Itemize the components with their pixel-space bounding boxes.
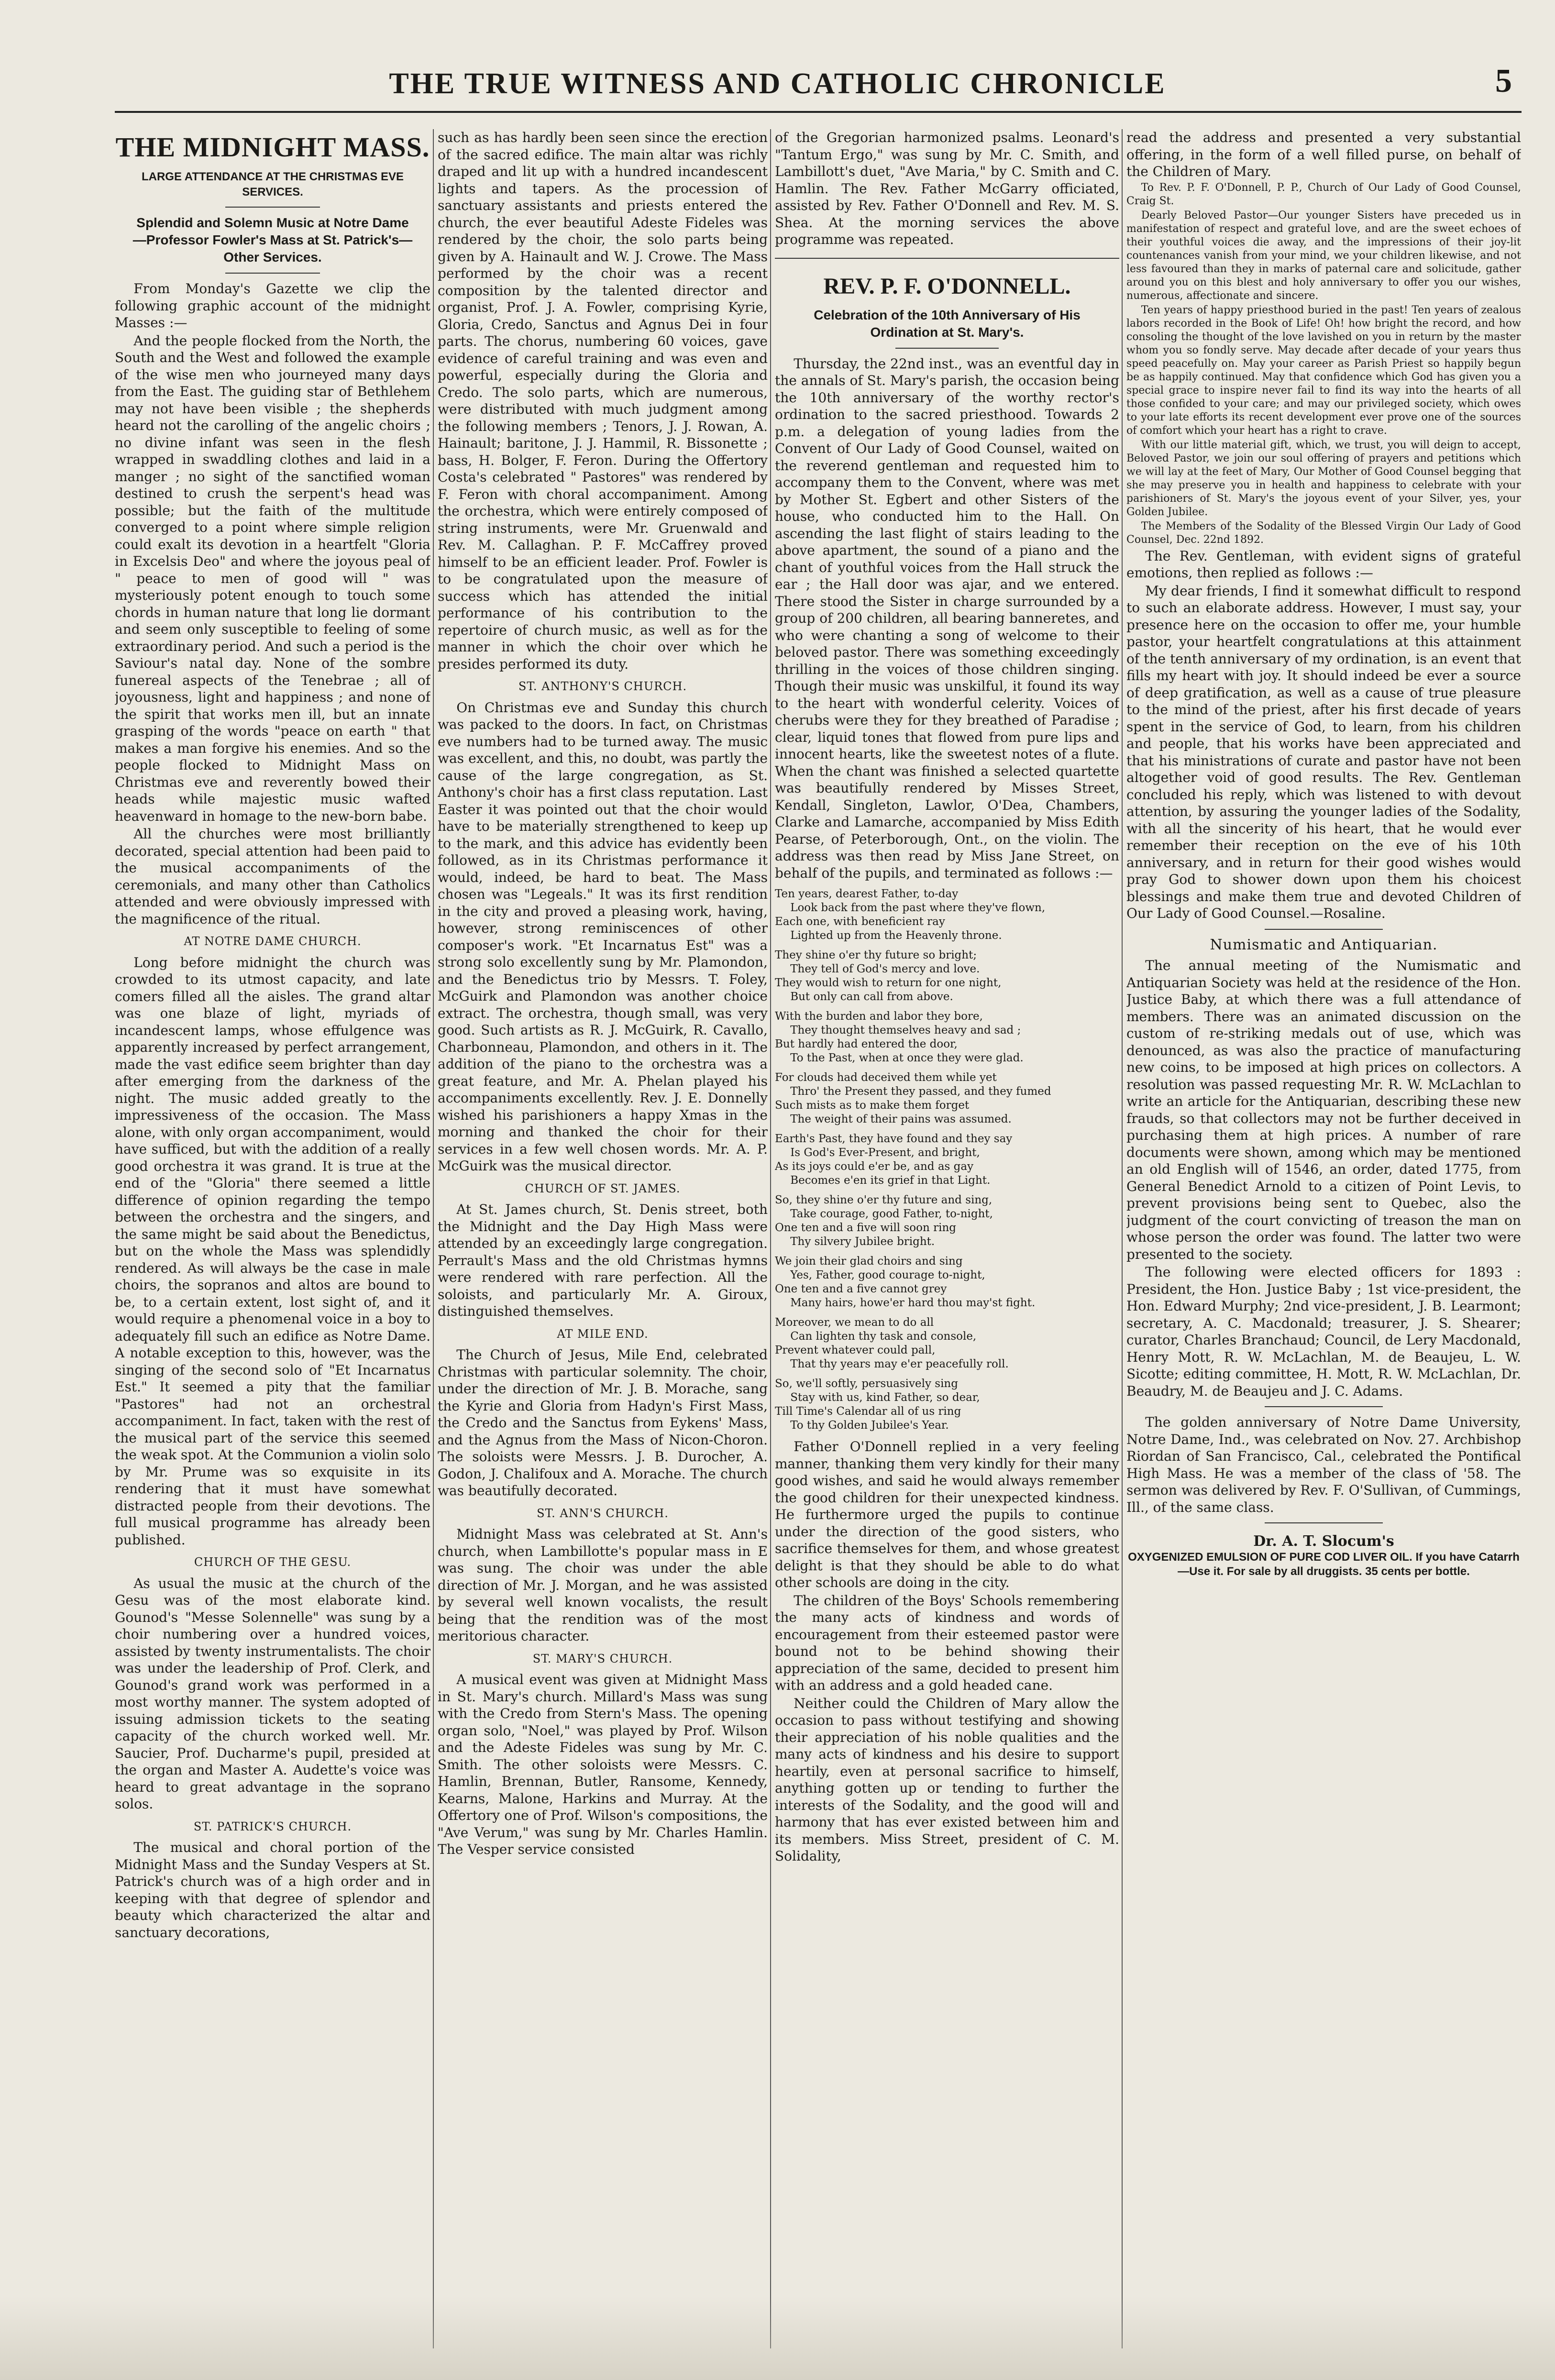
poem-line: They tell of God's mercy and love. xyxy=(790,963,980,975)
address-poem xyxy=(775,887,1119,1432)
poem-line: As its joys could e'er be, and as gay xyxy=(775,1160,974,1173)
paragraph: The Church of Jesus, Mile End, celebrated Christmas with particular solemnity. The choir, under the direction of Mr. J. B. Morache, sang the Kyrie and Gloria from Hadyn's First Mass, the Credo and the Sanctus from Eykens' Mass, and the Agnus from the Mass of Nicon-Choron. The soloists were Messrs. J. B. Durocher, A. Godon, J. Chalifoux and A. Morache. The church was beautifully decorated. xyxy=(438,1347,768,1499)
paragraph: The annual meeting of the Numismatic and Antiquarian Society was held at the residence of the Hon. Justice Baby, at which there was a full attendance of members. There was an animated discussion on the custom of re-striking medals out of use, which was denounced, as was also the practice of manufacturing new coins, to be imposed at high prices on collectors. A resolution was passed requesting Mr. R. W. McLachlan to write an article for the Antiquarian, describing these new frauds, so that collectors may not be further deceived in purchasing them at high prices. A number of rare documents were shown, among which may be mentioned an old English will of 1546, an order, dated 1775, from General Benedict Arnold to a citizen of Point Levis, to prevent provisions being sent to Quebec, also the judgment of the court convicting of treason the man on whose person the order was found. The latter two were presented to the society. xyxy=(1126,958,1521,1262)
poem-line: Till Time's Calendar all of us ring xyxy=(775,1405,961,1418)
poem-stanza xyxy=(775,1377,1119,1432)
paragraph: A musical event was given at Midnight Mass in St. Mary's church. Millard's Mass was sung with the Credo from Stern's Mass. The opening organ solo, "Noel," was played by Prof. Wilson and the Adeste Fideles was sung by Mr. C. Smith. The other soloists were Messrs. C. Hamlin, Brennan, Butler, Ransome, Kennedy, Kearns, Malone, Harkins and Murray. At the Offertory one of Prof. Wilson's compositions, the "Ave Verum," was sung by Mr. Charles Hamlin. The Vesper service consisted xyxy=(438,1672,768,1857)
address-text: Ten years of happy priesthood buried in the past! Ten years of zealous labors recorded in the Book of Life! Oh! how bright the record, and how consoling the thought of the love lavished on you in return by the master whom you so fondly serve. May decade after decade of your years thus speed peacefully on. May your career as Parish Priest so happily begun be as happily continued. May that confidence which God has given you a special grace to inspire never fail to find its way into the hearts of all those confided to your care; and may our privileged society, which owes to your late efforts its recent development ever prove one of the sources of comfort which your heart has a right to crave. xyxy=(1126,304,1521,437)
address-signature: The Members of the Sodality of the Blessed Virgin Our Lady of Good Counsel, Dec. 22nd 1892. xyxy=(1126,520,1521,546)
masthead xyxy=(0,0,1555,115)
poem-line: Earth's Past, they have found and they say xyxy=(775,1133,1013,1145)
address-recipient: To Rev. P. F. O'Donnell, P. P., Church of Our Lady of Good Counsel, Craig St. xyxy=(1126,181,1521,207)
poem-line: Look back from the past where they've flown, xyxy=(790,902,1046,914)
poem-line: So, we'll softly, persuasively sing xyxy=(775,1377,958,1390)
poem-line: Becomes e'en its grief in that Light. xyxy=(790,1174,991,1187)
headline-odonnell: REV. P. F. O'DONNELL. xyxy=(823,273,1071,299)
paragraph: The musical and choral portion of the Midnight Mass and the Sunday Vespers at St. Patrick's church was of a high order and in keeping with that degree of splendor and beauty which characterized the altar and sanctuary decorations, xyxy=(115,1840,430,1940)
poem-line: That thy years may e'er peacefully roll. xyxy=(790,1358,1009,1370)
poem-line: But hardly had entered the door, xyxy=(775,1038,958,1050)
divider xyxy=(895,348,999,349)
paragraph: And the people flocked from the North, the South and the West and followed the example of the wise men who journeyed many days from the East. The guiding star of Bethlehem may not have been visible ; the shepherds heard not the carolling of the angelic choirs ; no divine infant was seen in the flesh wrapped in swaddling clothes and laid in a manger ; no sight of the sanctified woman destined to crush the serpent's head was possible; but the faith of the multitude converged to a point where simple religion could exalt its devotion in a heartfelt "Gloria in Excelsis Deo" and where the joyous peal of " peace to men of good will " was mysteriously potent enough to touch some chords in human nature that long lie dormant and seem only susceptible to feeling of some extraordinary period. And such a period is the Saviour's natal day. None of the sombre funereal aspects of the Tenebrae ; all of joyousness, light and happiness ; and none of the spirit that works men ill, but an innate grasping of the words "peace on earth " that makes a man forgive his enemies. And so the people flocked to Midnight Mass on Christmas eve and reverently bowed their heads while majestic music wafted heavenward in homage to the new-born babe. xyxy=(115,332,430,824)
paragraph: Father O'Donnell replied in a very feeling manner, thanking them very kindly for their many good wishes, and said he would always remember the good children for their unexpected kindness. He furthermore urged the pupils to continue under the direction of the good sisters, who sacrifice themselves for them, and whose greatest delight is that they should be able to do what other schools are doing in the city. xyxy=(775,1439,1119,1590)
advertisement-title: Dr. A. T. Slocum's xyxy=(1253,1533,1394,1550)
paragraph: Midnight Mass was celebrated at St. Ann's church, when Lambillotte's popular mass in E was sung. The choir was under the able direction of Mr. J. Morgan, and he was assisted by several well known vocalists, the result being that the rendition was of the most meritorious character. xyxy=(438,1526,768,1644)
poem-line: Lighted up from the Heavenly throne. xyxy=(790,929,1002,942)
paragraph: read the address and presented a very substantial offering, in the form of a well filled purse, on behalf of the Children of Mary. xyxy=(1126,130,1521,179)
poem-line: We join their glad choirs and sing xyxy=(775,1255,963,1267)
poem-line: One ten and a five cannot grey xyxy=(775,1283,947,1295)
paragraph: All the churches were most brilliantly decorated, special attention had been paid to the musical accompaniments of the ceremonials, and many other than Catholics attended and were obviously impressed with the magnificence of the ritual. xyxy=(115,826,430,927)
poem-line: Prevent whatever could pall, xyxy=(775,1344,936,1356)
masthead-rule xyxy=(115,111,1522,113)
poem-line: They would wish to return for one night, xyxy=(775,977,1002,989)
paragraph: The golden anniversary of Notre Dame University, Notre Dame, Ind., was celebrated on Nov. 27. Archbishop Riordan of San Francisco, Cal., celebrated the Pontifical High Mass. He was a member of the class of '58. The sermon was delivered by Rev. F. O'Sullivan, of Cummings, Ill., of the same class. xyxy=(1126,1414,1521,1515)
divider xyxy=(1265,929,1383,930)
subhead-notre-dame: AT NOTRE DAME CHURCH. xyxy=(184,935,362,948)
subhead-numismatic: Numismatic and Antiquarian. xyxy=(1210,936,1438,953)
subhead-st-marys: ST. MARY'S CHURCH. xyxy=(532,1652,673,1665)
divider xyxy=(775,258,1119,259)
page-number: 5 xyxy=(1495,63,1512,99)
divider xyxy=(1265,1406,1383,1407)
column-rule xyxy=(770,129,771,2348)
poem-line: The weight of their pains was assumed. xyxy=(790,1113,1012,1125)
paragraph: My dear friends, I find it somewhat difficult to respond to such an elaborate address. However, I must say, your presence here on the occasion to offer me, your humble pastor, your heartfelt congratulations at this attainment of the tenth anniversary of my ordination, is an event that fills my heart with joy. It should indeed be ever a source of deep gratification, as well as a cause of true pleasure to the mind of the priest, after his first decade of years spent in the service of God, to learn, from his children and people, that his works have been appreciated and that his ministrations of curate and pastor have not been altogether void of good results. The Rev. Gentleman concluded his reply, which was listened to with devout attention, by assuring the younger ladies of the Sodality, with all the sincerity of his heart, that he would ever remember their reception on the eve of his 10th anniversary, and in return for their good wishes would pray God to shower down upon them his choicest blessings and make them true and devoted Children of Our Lady of Good Counsel.—Rosaline. xyxy=(1126,583,1521,921)
poem-stanza xyxy=(775,948,1119,1004)
subhead-st-patricks: ST. PATRICK'S CHURCH. xyxy=(193,1819,352,1833)
poem-line: They shine o'er thy future so bright; xyxy=(775,949,977,961)
poem-line: Each one, with beneficient ray xyxy=(775,915,945,928)
poem-line: Such mists as to make them forget xyxy=(775,1099,970,1112)
poem-line: Stay with us, kind Father, so dear, xyxy=(790,1391,980,1404)
address-text: Dearly Beloved Pastor—Our younger Sisters have preceded us in manifestation of respect and grateful love, and are the sweet echoes of their youthful voices die away, and the impressions of their joy-lit countenances vanish from your mind, we your children likewise, and not less favoured than they in marks of paternal care and solicitude, gather around you on this blest and holy anniversary to offer you our wishes, numerous, affectionate and sincere. xyxy=(1126,209,1521,302)
poem-line: Yes, Father, good courage to-night, xyxy=(790,1269,985,1281)
poem-stanza xyxy=(775,1071,1119,1126)
paragraph: As usual the music at the church of the Gesu was of the most elaborate kind. Gounod's "Messe Solennelle" was sung by a choir numbering over a hundred voices, assisted by twenty instrumentalists. The choir was under the leadership of Prof. Clerk, and Gounod's grand work was performed in a most worthy manner. The system adopted of issuing admission tickets to the seating capacity of the church worked well. Mr. Saucier, Prof. Ducharme's pupil, presided at the organ and Master A. Audette's voice was heard to great advantage in the soprano solos. xyxy=(115,1575,430,1812)
poem-line: But only can call from above. xyxy=(790,991,953,1003)
poem-line: Many hairs, howe'er hard thou may'st fight. xyxy=(790,1297,1036,1309)
column-3 xyxy=(775,129,1119,2339)
subhead-mile-end: AT MILE END. xyxy=(557,1327,649,1341)
advertisement-body: OXYGENIZED EMULSION OF PURE COD LIVER OIL. If you have Catarrh—Use it. For sale by all druggists. 35 cents per bottle. xyxy=(1128,1550,1520,1578)
subhead-st-james: CHURCH OF ST. JAMES. xyxy=(525,1181,681,1195)
paragraph: of the Gregorian harmonized psalms. Leonard's "Tantum Ergo," was sung by Mr. C. Smith, and Lambillott's duet, "Ave Maria," by C. Smith and C. Hamlin. The Rev. Father McGarry officiated, assisted by Rev. Father O'Donnell and Rev. M. S. Shea. At the morning services the above programme was repeated. xyxy=(775,130,1119,247)
poem-stanza xyxy=(775,887,1119,943)
poem-line: To the Past, when at once they were glad. xyxy=(790,1052,1024,1064)
paragraph: Long before midnight the church was crowded to its utmost capacity, and late comers filled all the aisles. The grand altar was one blaze of light, myriads of incandescent lamps, whose effulgence was apparently increased by perfect arrangement, made the vast edifice seem brighter than day after emerging from the darkness of the night. The music added greatly to the impressiveness of the occasion. The Mass alone, with only organ accompaniment, would have sufficed, but with the addition of a really good orchestra it was grand. It is true at the end of the "Gloria" there seemed a little difference of opinion regarding the tempo between the orchestra and the singers, and the same might be said about the Benedictus, but on the whole the Mass was splendidly rendered. As will always be the case in male choirs, the sopranos and altos are bound to be, to a certain extent, lost sight of, and it would require a phenomenal voice in a boy to adequately fill such an edifice as Notre Dame. A notable exception to this, however, was the singing of the second solo of "Et Incarnatus Est." It seemed a pity that the familiar "Pastores" had not an orchestral accompaniment. In fact, taken with the rest of the musical part of the service this seemed the weak spot. At the Communion a violin solo by Mr. Prume was so exquisite in its rendering that it must have somewhat distracted people from their devotions. The full musical programme has already been published. xyxy=(115,954,430,1548)
paragraph: Neither could the Children of Mary allow the occasion to pass without testifying and showing their appreciation of his noble qualities and the many acts of kindness and his desire to support heartily, even at personal sacrifice to himself, anything gotten up or tending to further the interests of the Sodality, and the good will and harmony that has ever existed between him and its members. Miss Street, president of C. M. Solidality, xyxy=(775,1695,1119,1864)
poem-stanza xyxy=(775,1010,1119,1065)
deck-splendid-music: Splendid and Solemn Music at Notre Dame —Professor Fowler's Mass at St. Patrick's—Other Services. xyxy=(132,215,413,264)
subhead-st-anthonys: ST. ANTHONY'S CHURCH. xyxy=(518,680,687,693)
subhead-st-anns: ST. ANN'S CHURCH. xyxy=(537,1506,669,1520)
masthead-title: THE TRUE WITNESS AND CATHOLIC CHRONICLE xyxy=(389,67,1166,100)
paragraph: On Christmas eve and Sunday this church was packed to the doors. In fact, on Christmas eve numbers had to be turned away. The music was excellent, and this, no doubt, was partly the cause of the large congregation, as St. Anthony's choir has a first class reputation. Last Easter it was pointed out that the choir would have to be materially strengthened to keep up to the mark, and this advice has evidently been followed, as in its Christmas performance it would, indeed, be hard to beat. The Mass chosen was "Legeals." It was its first rendition in the city and proved a pleasing work, having, however, strong reminiscences of other composer's work. "Et Incarnatus Est" was a strong solo excellently sung by Mr. Plamondon, and the Benedictus trio by Messrs. T. Foley, McGuirk and Plamondon was another choice extract. The orchestra, though small, was very good. Such artists as R. J. McGuirk, R. Cavallo, Charbonneau, Plamondon, and others in it. The addition of the piano to the orchestra was a great feature, and Mr. A. Phelan played his accompaniments excellently. Rev. J. E. Donnelly wished his parishioners a happy Xmas in the morning and thanked the choir for their services in a few well chosen words. Mr. A. P. McGuirk was the musical director. xyxy=(438,699,768,1174)
paragraph: The Rev. Gentleman, with evident signs of grateful emotions, then replied as follows :— xyxy=(1126,548,1521,581)
paragraph: Thursday, the 22nd inst., was an eventful day in the annals of St. Mary's parish, the occasion being the 10th anniversary of the worthy rector's ordination to the sacred priesthood. Towards 2 p.m. a delegation of young ladies from the Convent of Our Lady of Good Counsel, waited on the reverend gentleman and requested him to accompany them to the Convent, where was met by Mother St. Egbert and other Sisters of the house, who conducted him to the Hall. On ascending the last flight of stairs leading to the above apartment, the sound of a piano and the chant of youthful voices from the Hall struck the ear ; the Hall door was ajar, and we entered. There stood the Sister in charge surrounded by a group of 200 children, all bearing banneretes, and who were chanting a song of welcome to their beloved pastor. There was something exceedingly thrilling in the voices of those children singing. Though their music was unskilful, it found its way to the heart with wonderful celerity. Voices of cherubs were they for they breathed of Paradise ; clear, liquid tones that flowed from pure lips and innocent hearts, like the sweetest notes of a flute. When the chant was finished a selected quartette was beautifully rendered by Misses Street, Kendall, Singleton, Lawlor, O'Dea, Chambers, Clarke and Lamarche, accompanied by Miss Edith Pearse, of Peterborough, Ont., on the violin. The address was then read by Miss Jane Street, on behalf of the pupils, and terminated as follows :— xyxy=(775,355,1119,881)
deck-large-attendance: LARGE ATTENDANCE AT THE CHRISTMAS EVE SERVICES. xyxy=(141,170,404,198)
paragraph: From Monday's Gazette we clip the following graphic account of the midnight Masses :— xyxy=(115,281,430,331)
poem-line: Is God's Ever-Present, and bright, xyxy=(790,1146,980,1159)
deck-anniversary: Celebration of the 10th Anniversary of His Ordination at St. Mary's. xyxy=(814,307,1081,340)
poem-line: Can lighten thy task and console, xyxy=(790,1330,977,1343)
divider xyxy=(225,273,320,274)
paragraph: The children of the Boys' Schools remembering the many acts of kindness and words of encouragement from their esteemed pastor were bound not to be behind showing their appreciation of the same, decided to present him with an address and a gold headed cane. xyxy=(775,1592,1119,1693)
column-rule xyxy=(1122,129,1123,2348)
poem-stanza xyxy=(775,1132,1119,1188)
poem-line: Thro' the Present they passed, and they fumed xyxy=(790,1085,1051,1098)
poem-line: They thought themselves heavy and sad ; xyxy=(790,1024,1021,1036)
poem-line: One ten and a five will soon ring xyxy=(775,1222,956,1234)
poem-line: To thy Golden Jubilee's Year. xyxy=(790,1419,949,1432)
divider xyxy=(1265,1522,1383,1523)
headline-midnight-mass: THE MIDNIGHT MASS. xyxy=(115,132,430,163)
column-4 xyxy=(1126,129,1521,2339)
paragraph: such as has hardly been seen since the erection of the sacred edifice. The main altar was richly draped and lit up with a hundred incandescent lights and tapers. As the procession of sanctuary assistants and priests entered the church, the ever beautiful Adeste Fideles was rendered by the choir, the solo parts being given by A. Hainault and W. J. Crowe. The Mass performed by the choir was a recent composition by the talented director and organist, Prof. J. A. Fowler, comprising Kyrie, Gloria, Credo, Sanctus and Agnus Dei in four parts. The chorus, numbering 60 voices, gave evidence of careful training and was even and powerful, especially during the Gloria and Credo. The solo parts, which are numerous, were distributed with much judgment among the following members ; Tenors, J. J. Rowan, A. Hainault; baritone, J. J. Hammil, R. Bissonette ; bass, H. Bolger, F. Feron. During the Offertory Costa's celebrated " Pastores" was rendered by F. Feron with choral accompaniment. Among the orchestra, which were entirely composed of string instruments, were Mr. Gruenwald and Rev. M. Callaghan. P. F. McCaffrey proved himself to be an efficient leader. Prof. Fowler is to be congratulated upon the measure of success which has attended the initial performance of his contribution to the repertoire of church music, as well as for the manner in which the choir over which he presides performed its duty. xyxy=(438,130,768,672)
paper-edge-stain xyxy=(0,2296,1555,2380)
divider xyxy=(225,207,320,208)
subhead-gesu: CHURCH OF THE GESU. xyxy=(194,1555,352,1569)
poem-line: For clouds had deceived them while yet xyxy=(775,1071,997,1084)
poem-line: Ten years, dearest Father, to-day xyxy=(775,888,959,900)
column-1 xyxy=(115,129,430,2339)
poem-line: Thy silvery Jubilee bright. xyxy=(790,1235,935,1248)
paragraph: The following were elected officers for 1893 : President, the Hon. Justice Baby ; 1st vice-president, the Hon. Edward Murphy; 2nd vice-president, J. B. Learmont; secretary, A. C. Macdonald; treasurer, J. S. Shearer; curator, Charles Branchaud; Council, de Lery Macdonald, Henry Mott, R. W. McLachlan, M. de Beaujeu, L. W. Sicotte; editing committee, H. Mott, R. W. McLachlan, Dr. Beaudry, M. de Beaujeu and J. C. Adams. xyxy=(1126,1264,1521,1399)
paragraph: At St. James church, St. Denis street, both the Midnight and the Day High Mass were attended by an exceedingly large congregation. Perrault's Mass and the old Christmas hymns were rendered with rare perfection. All the soloists, and particularly Mr. A. Giroux, distinguished themselves. xyxy=(438,1201,768,1319)
poem-line: Moreover, we mean to do all xyxy=(775,1316,934,1329)
poem-stanza xyxy=(775,1255,1119,1310)
poem-line: So, they shine o'er thy future and sing, xyxy=(775,1194,993,1206)
address-text: With our little material gift, which, we trust, you will deign to accept, Beloved Pastor, we join our soul offering of prayers and petitions which we will lay at the feet of Mary, Our Mother of Good Counsel begging that she may preserve you in health and happiness to celebrate with your parishioners of St. Mary's the joyous event of your Silver, yes, your Golden Jubilee. xyxy=(1126,439,1521,518)
poem-line: With the burden and labor they bore, xyxy=(775,1010,983,1023)
poem-line: Take courage, good Father, to-night, xyxy=(790,1208,993,1220)
poem-stanza xyxy=(775,1193,1119,1249)
column-2 xyxy=(438,129,768,2339)
poem-stanza xyxy=(775,1316,1119,1371)
column-rule xyxy=(433,129,434,2348)
